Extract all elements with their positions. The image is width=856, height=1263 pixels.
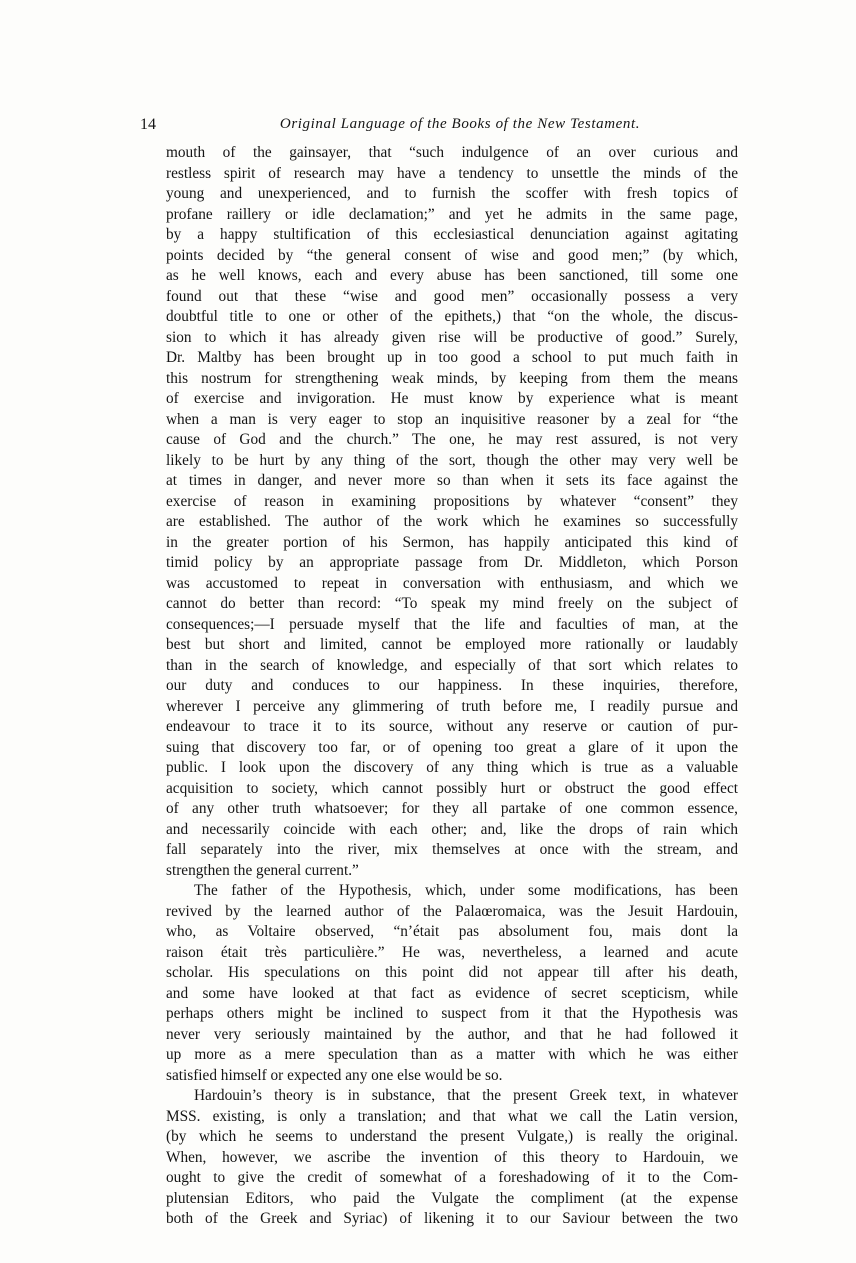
- running-title: Original Language of the Books of the New Testament.: [279, 116, 641, 132]
- text-line: was accustomed to repeat in conversation with enthusiasm, and which we: [166, 574, 738, 592]
- text-line: in the greater portion of his Sermon, has happily anticipated this kind of: [166, 533, 738, 551]
- text-line: exercise of reason in examining propositions by whatever “consent” they: [166, 492, 738, 510]
- text-line: found out that these “wise and good men” occasionally possess a very: [166, 287, 738, 305]
- text-line: mouth of the gainsayer, that “such indulgence of an over curious and: [166, 144, 738, 161]
- text-line: of any other truth whatsoever; for they all partake of one common essence,: [166, 800, 738, 817]
- text-line: Hardouin’s theory is in substance, that the present Greek text, in whatever: [194, 1087, 738, 1104]
- text-line: and necessarily coincide with each other; and, like the drops of rain which: [166, 820, 738, 838]
- text-line: never very seriously maintained by the author, and that he had followed it: [166, 1025, 738, 1043]
- text-line: timid policy by an appropriate passage from Dr. Middleton, which Porson: [166, 554, 738, 571]
- text-line: scholar. His speculations on this point did not appear till after his death,: [166, 964, 738, 981]
- text-line: MSS. existing, is only a translation; and that what we call the Latin version,: [166, 1107, 738, 1125]
- text-line: our duty and conduces to our happiness. In these inquiries, therefore,: [166, 677, 738, 694]
- page-number: 14: [140, 116, 156, 133]
- text-line: as he well knows, each and every abuse has been sanctioned, till some one: [166, 267, 738, 284]
- text-line: The father of the Hypothesis, which, under some modifications, has been: [194, 882, 738, 899]
- text-line: ought to give the credit of somewhat of a foreshadowing of it to the Com-: [166, 1169, 738, 1186]
- text-line: profane raillery or idle declamation;” and yet he admits in the same page,: [166, 205, 738, 223]
- page-header: [140, 116, 740, 138]
- text-line: are established. The author of the work which he examines so successfully: [166, 513, 738, 530]
- text-line: restless spirit of research may have a tendency to unsettle the minds of the: [166, 164, 738, 182]
- text-line: sion to which it has already given rise will be productive of good.” Surely,: [166, 328, 738, 346]
- text-line: consequences;—I persuade myself that the life and faculties of man, at the: [166, 615, 738, 633]
- text-line: public. I look upon the discovery of any thing which is true as a valuable: [166, 759, 738, 776]
- text-line: cannot do better than record: “To speak my mind freely on the subject of: [166, 595, 738, 612]
- text-line: plutensian Editors, who paid the Vulgate the compliment (at the expense: [166, 1189, 738, 1207]
- text-line: by a happy stultification of this ecclesiastical denunciation against agitating: [166, 226, 738, 243]
- text-line: suing that discovery too far, or of opening too great a glare of it upon the: [166, 738, 738, 756]
- text-line: when a man is very eager to stop an inquisitive reasoner by a zeal for “the: [166, 410, 738, 428]
- text-line: both of the Greek and Syriac) of likening it to our Saviour between the two: [166, 1210, 738, 1227]
- text-line: than in the search of knowledge, and especially of that sort which relates to: [166, 656, 738, 674]
- text-line: wherever I perceive any glimmering of truth before me, I readily pursue and: [166, 697, 738, 715]
- text-line: satisfied himself or expected any one else would be so.: [166, 1066, 503, 1084]
- text-line: perhaps others might be inclined to suspect from it that the Hypothesis was: [166, 1005, 738, 1022]
- text-line: (by which he seems to understand the present Vulgate,) is really the original.: [166, 1128, 738, 1145]
- text-line: up more as a mere speculation than as a matter with which he was either: [166, 1046, 738, 1063]
- text-line: doubtful title to one or other of the epithets,) that “on the whole, the discus-: [166, 308, 738, 325]
- text-line: revived by the learned author of the Palaœromaica, was the Jesuit Hardouin,: [166, 902, 738, 920]
- body-text: [166, 143, 738, 1230]
- text-line: who, as Voltaire observed, “n’était pas absolument fou, mais dont la: [166, 923, 738, 940]
- text-line: this nostrum for strengthening weak minds, by keeping from them the means: [166, 369, 738, 387]
- text-line: points decided by “the general consent of wise and good men;” (by which,: [166, 246, 738, 264]
- text-line: young and unexperienced, and to furnish the scoffer with fresh topics of: [166, 185, 738, 202]
- text-line: fall separately into the river, mix themselves at once with the stream, and: [166, 841, 738, 858]
- text-line: acquisition to society, which cannot possibly hurt or obstruct the good effect: [166, 779, 738, 797]
- text-line: and some have looked at that fact as evidence of secret scepticism, while: [166, 984, 738, 1002]
- text-line: When, however, we ascribe the invention of this theory to Hardouin, we: [166, 1148, 738, 1166]
- text-line: raison était très particulière.” He was, nevertheless, a learned and acute: [166, 943, 738, 961]
- text-line: likely to be hurt by any thing of the sort, though the other may very well be: [166, 451, 738, 469]
- text-line: of exercise and invigoration. He must know by experience what is meant: [166, 390, 738, 407]
- text-line: cause of God and the church.” The one, he may rest assured, is not very: [166, 431, 738, 448]
- text-line: at times in danger, and never more so than when it sets its face against the: [166, 472, 738, 489]
- text-line: Dr. Maltby has been brought up in too good a school to put much faith in: [166, 349, 738, 366]
- text-line: strengthen the general current.”: [166, 861, 359, 879]
- text-line: endeavour to trace it to its source, without any reserve or caution of pur-: [166, 718, 738, 735]
- text-line: best but short and limited, cannot be employed more rationally or laudably: [166, 636, 738, 653]
